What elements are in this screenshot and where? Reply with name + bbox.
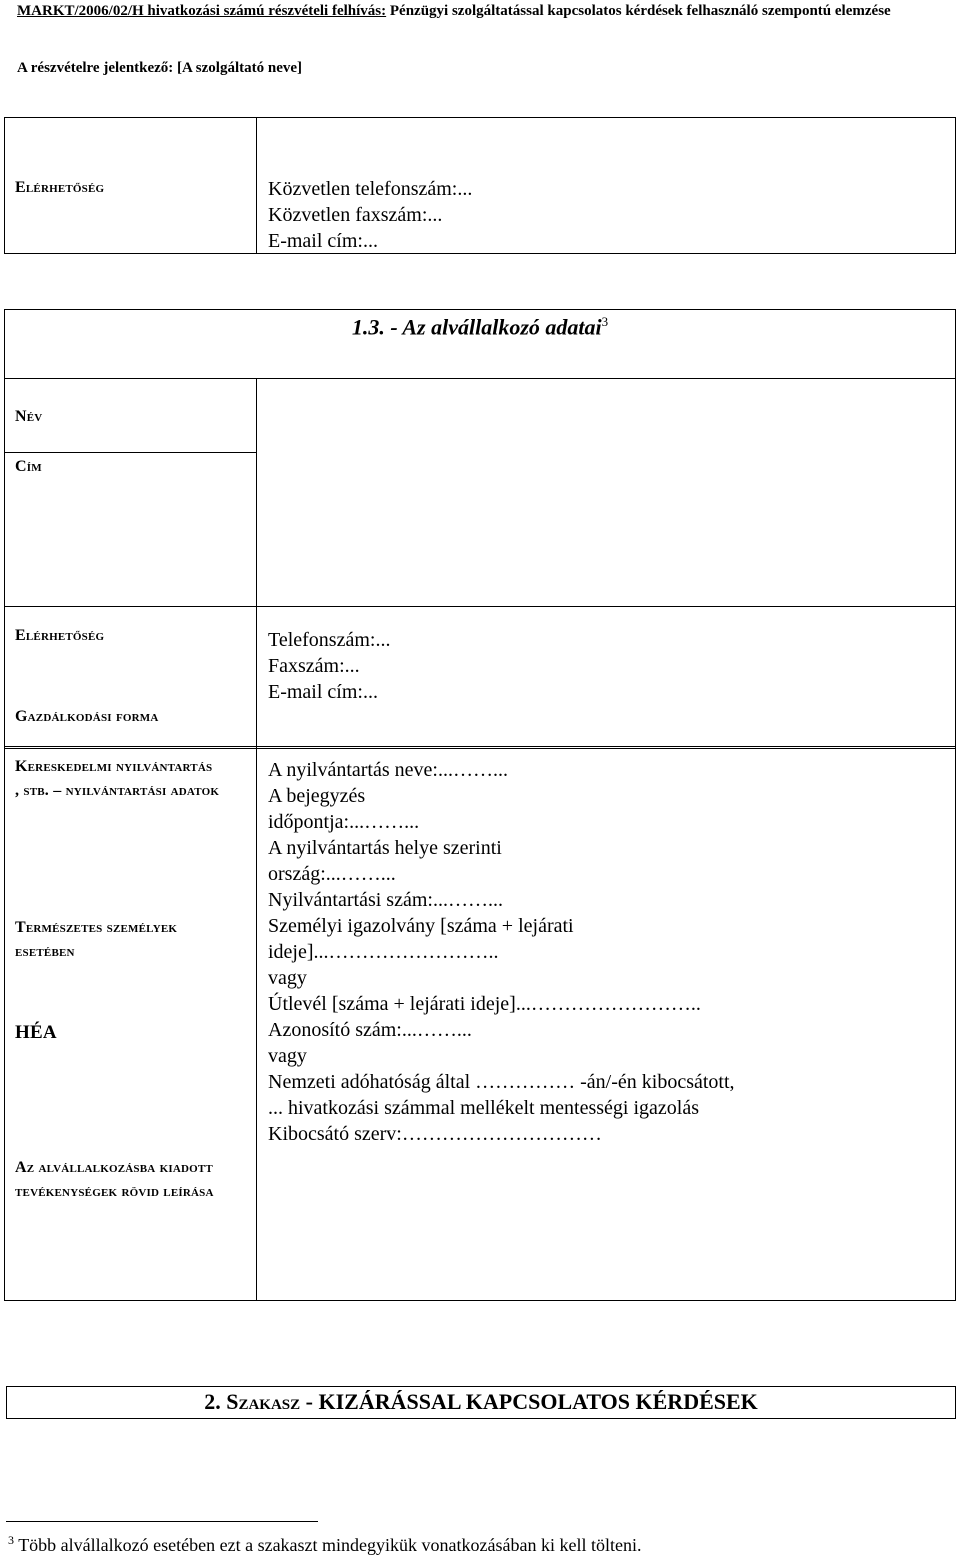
- registry-line: A bejegyzés: [268, 785, 366, 807]
- footnote: [8, 1533, 641, 1556]
- registry-line: A nyilvántartás neve:...……...: [268, 759, 508, 781]
- section-2-number: 2.: [204, 1389, 221, 1414]
- row-divider: [4, 748, 956, 749]
- applicant-line: A részvételre jelentkező: [A szolgáltató neve]: [17, 60, 303, 76]
- reference-number: MARKT/2006/02/H hivatkozási számú részvételi felhívás:: [17, 3, 387, 19]
- registry-line: ... hivatkozási számmal mellékelt mentességi igazolás: [268, 1097, 699, 1119]
- registry-line: A nyilvántartás helye szerinti: [268, 837, 502, 859]
- table-divider: [256, 117, 257, 254]
- footnote-text: Több alvállalkozó esetében ezt a szakaszt mindegyikük vonatkozásában ki kell tölteni.: [18, 1535, 642, 1555]
- registry-line: vagy: [268, 967, 307, 989]
- registry-line: Nyilvántartási szám:...……...: [268, 889, 503, 911]
- registry-line: ország:...……...: [268, 863, 396, 885]
- contact-values: [268, 176, 948, 254]
- table-divider: [256, 378, 257, 1301]
- phone-line: Telefonszám:...: [268, 629, 391, 651]
- label-termeszetes-szemelyek: Természetes személyek esetében: [15, 919, 178, 960]
- registry-line: vagy: [268, 1045, 307, 1067]
- row-divider: [4, 746, 956, 747]
- registry-line: Kibocsátó szerv:…………………………: [268, 1123, 602, 1145]
- document-header: [17, 2, 940, 21]
- registry-line: Nemzeti adóhatóság által …………… -án/-én kibocsátott,: [268, 1071, 735, 1093]
- registry-line: ideje]...……………………..: [268, 941, 499, 963]
- email-line: E-mail cím:...: [268, 681, 378, 703]
- section-2-title: - KIZÁRÁSSAL KAPCSOLATOS KÉRDÉSEK: [305, 1389, 758, 1414]
- section-title-text: 1.3. - Az alvállalkozó adatai: [351, 314, 602, 340]
- label-kereskedelmi-nyilvantartas: Kereskedelmi nyilvántartás , stb. – nyilvántartási adatok: [15, 758, 220, 799]
- email-line: E-mail cím:...: [268, 230, 378, 252]
- registry-line: Azonosító szám:...……...: [268, 1019, 472, 1041]
- row-divider: [4, 452, 256, 453]
- registry-line: időpontja:...……...: [268, 811, 420, 833]
- label-elerhetoseg: Elérhetőség: [15, 179, 105, 196]
- registry-line: Személyi igazolvány [száma + lejárati: [268, 915, 574, 937]
- footnote-separator: [6, 1521, 318, 1522]
- label-nev: Név: [15, 408, 43, 425]
- document-title: Pénzügyi szolgáltatással kapcsolatos kérdések felhasználó szempontú elemzése: [389, 3, 891, 19]
- subcontractor-contact-values: [268, 627, 948, 705]
- fax-line: Közvetlen faxszám:...: [268, 204, 443, 226]
- footnote-ref: 3: [601, 314, 609, 329]
- label-elerhetoseg: Elérhetőség: [15, 627, 105, 644]
- footnote-number: 3: [8, 1533, 14, 1547]
- fax-line: Faxszám:...: [268, 655, 360, 677]
- label-hea: HÉA: [15, 1022, 57, 1043]
- label-gazdalkodasi-forma: Gazdálkodási forma: [15, 708, 159, 725]
- label-alvallalkozas-leirasa: Az alvállalkozásba kiadott tevékenységek rövid leírása: [15, 1159, 214, 1200]
- registry-line: Útlevél [száma + lejárati ideje]...……………………..: [268, 993, 701, 1015]
- label-cim: Cím: [15, 458, 42, 475]
- section-title: [0, 314, 960, 340]
- row-divider: [4, 606, 956, 607]
- registry-values: [268, 757, 948, 1147]
- phone-line: Közvetlen telefonszám:...: [268, 178, 473, 200]
- section-2-szakasz: Szakasz: [226, 1389, 301, 1414]
- section-2-heading: [6, 1386, 956, 1419]
